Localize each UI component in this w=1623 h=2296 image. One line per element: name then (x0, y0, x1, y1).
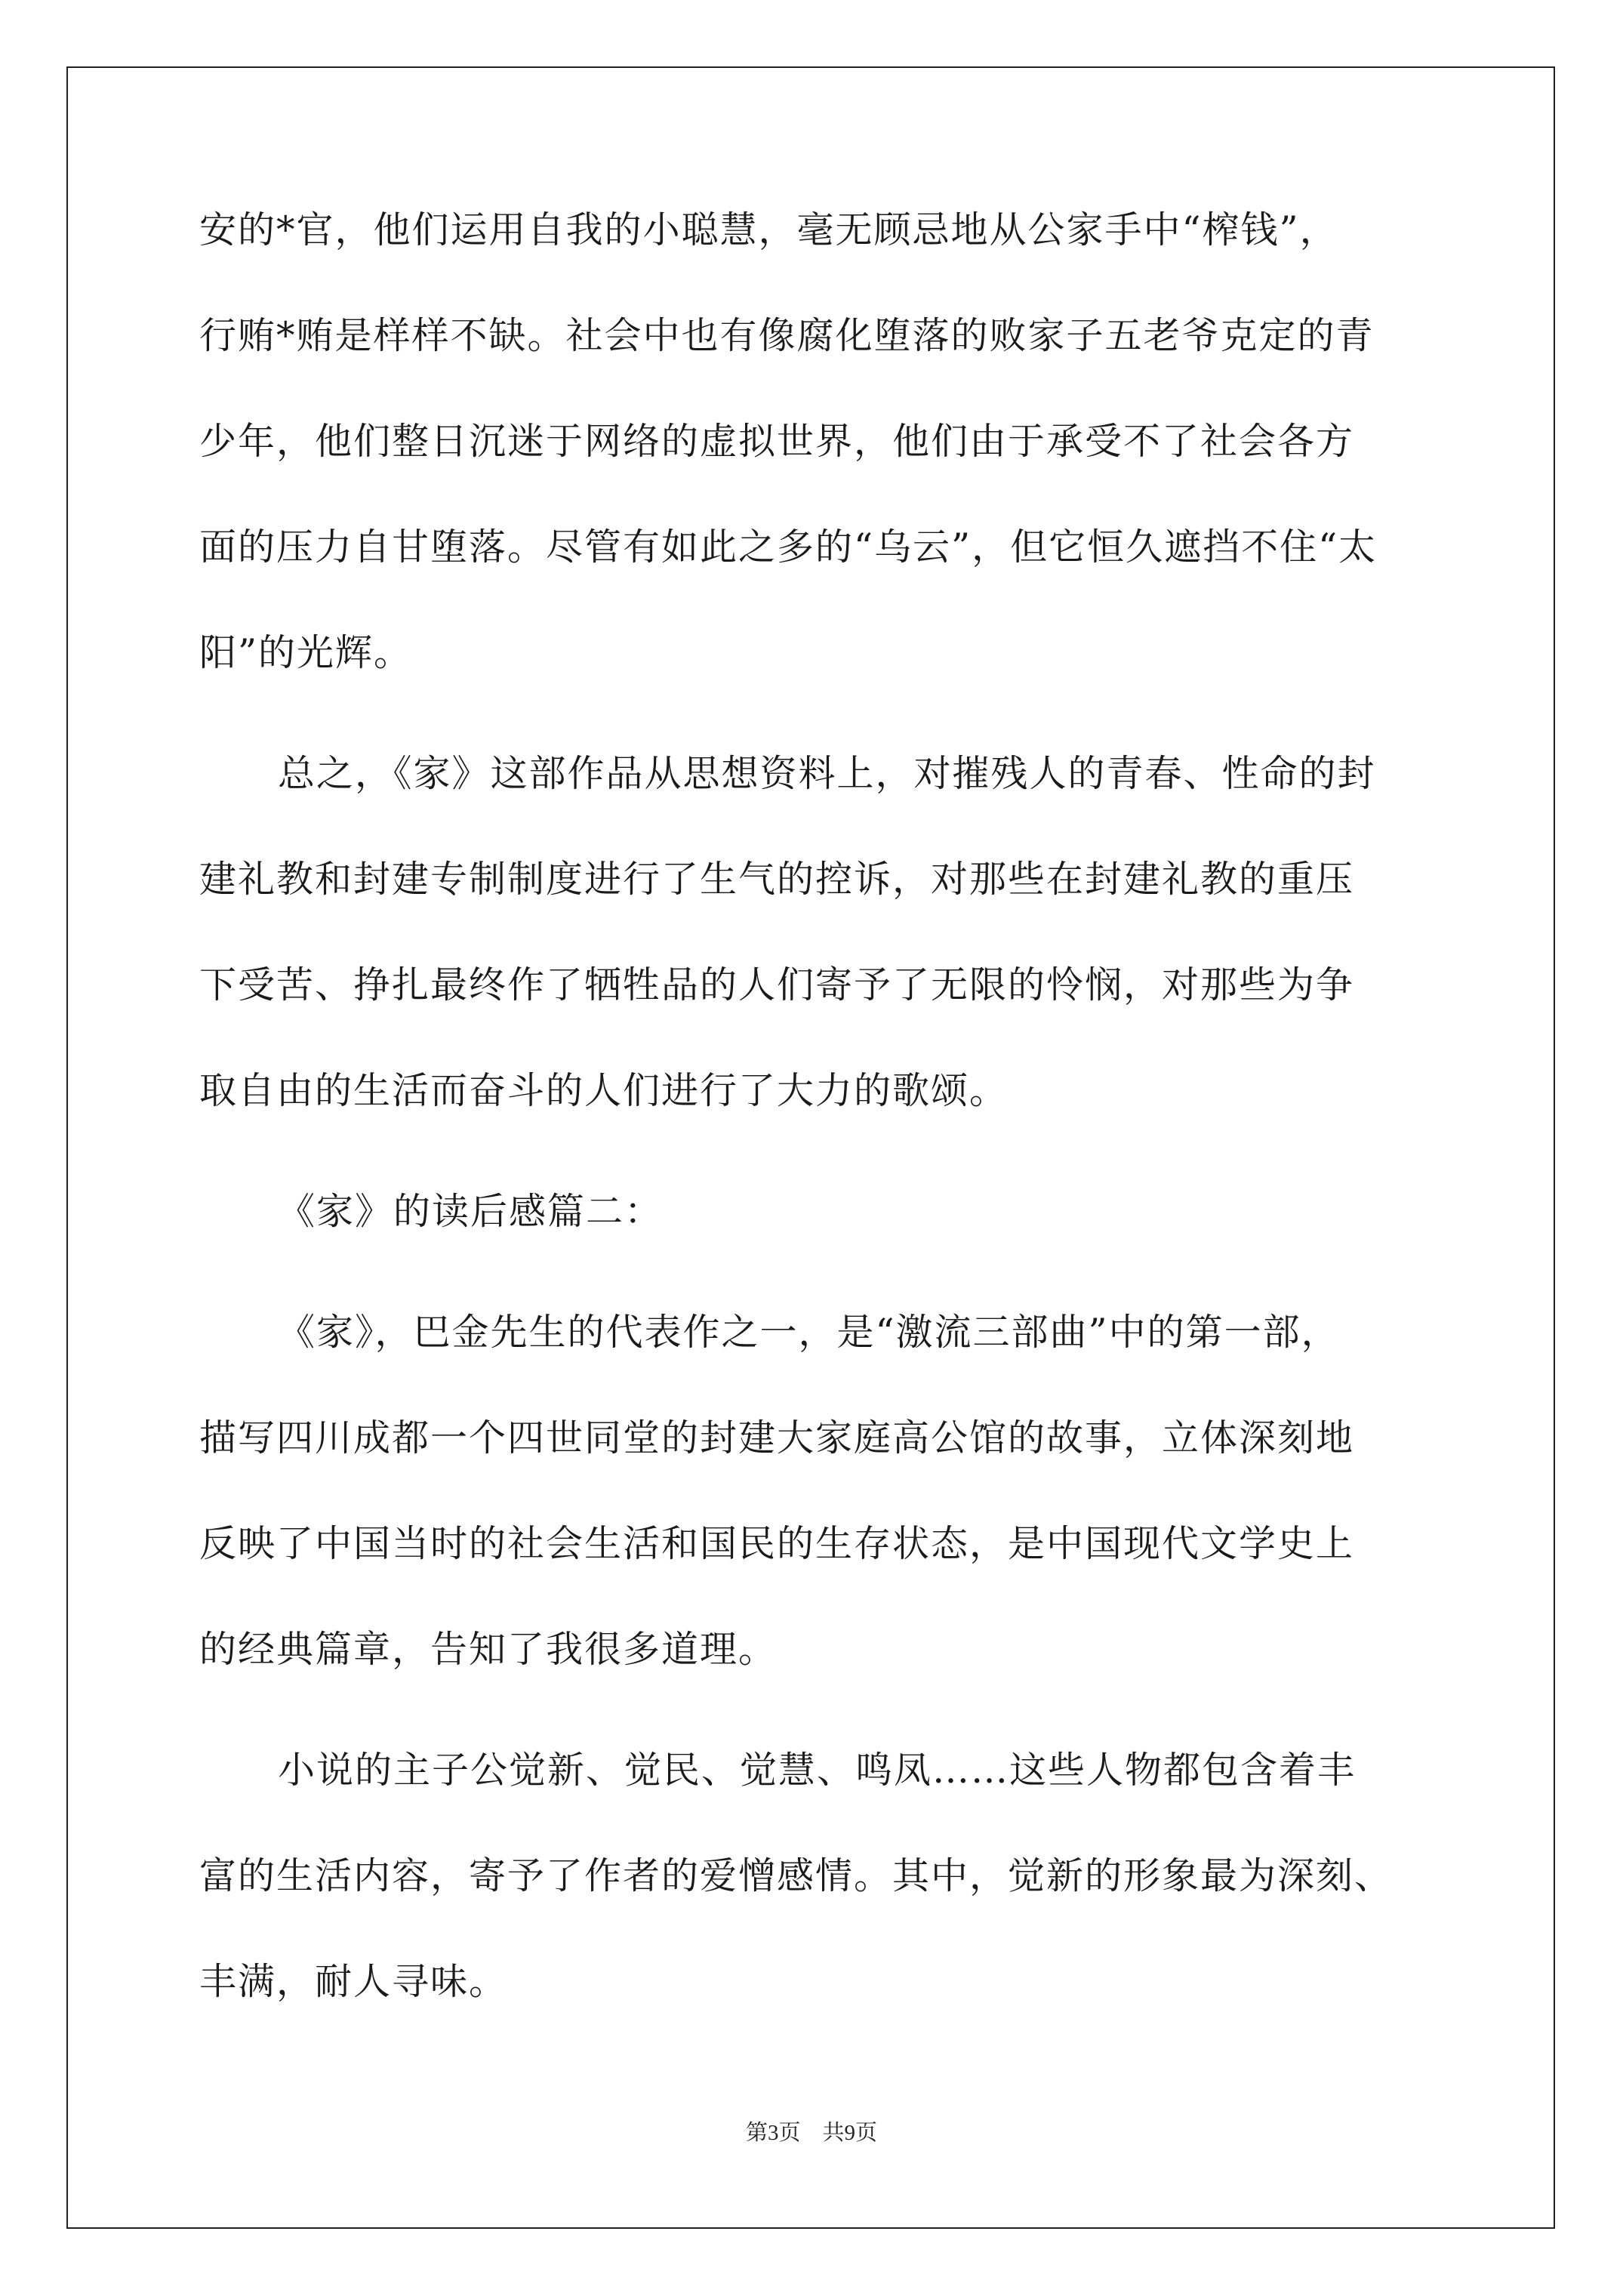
paragraph-line: 建礼教和封建专制制度进行了生气的控诉，对那些在封建礼教的重压 (199, 858, 1355, 901)
paragraph-line: 行贿*贿是样样不缺。社会中也有像腐化堕落的败家子五老爷克定的青 (199, 314, 1375, 357)
paragraph-line: 的经典篇章，告知了我很多道理。 (199, 1628, 778, 1671)
paragraph-line: 小说的主子公觉新、觉民、觉慧、鸣凤……这些人物都包含着丰 (278, 1749, 1357, 1792)
section-heading: 《家》的读后感篇二： (278, 1190, 664, 1233)
paragraph-line: 面的压力自甘堕落。尽管有如此之多的“乌云”，但它恒久遮挡不住“太 (199, 525, 1378, 569)
paragraph-line: 安的*官，他们运用自我的小聪慧，毫无顾忌地从公家手中“榨钱”， (199, 208, 1338, 251)
page-number-footer: 第3页 共9页 (745, 2121, 877, 2145)
paragraph-line: 取自由的生活而奋斗的人们进行了大力的歌颂。 (199, 1069, 1009, 1112)
paragraph-line: 富的生活内容，寄予了作者的爱憎感情。其中，觉新的形象最为深刻、 (199, 1854, 1394, 1897)
paragraph-line: 反映了中国当时的社会生活和国民的生存状态，是中国现代文学史上 (199, 1522, 1355, 1565)
paragraph-line: 《家》，巴金先生的代表作之一，是“激流三部曲”中的第一部， (278, 1311, 1340, 1354)
paragraph-line: 阳”的光辉。 (199, 631, 413, 674)
paragraph-line: 丰满，耐人寻味。 (199, 1960, 508, 2003)
paragraph-line: 描写四川成都一个四世同堂的封建大家庭高公馆的故事，立体深刻地 (199, 1416, 1355, 1459)
paragraph-line: 总之，《家》这部作品从思想资料上，对摧残人的青春、性命的封 (278, 752, 1376, 795)
paragraph-line: 下受苦、挣扎最终作了牺牲品的人们寄予了无限的怜悯，对那些为争 (199, 963, 1355, 1006)
page-border (66, 66, 1555, 2229)
paragraph-line: 少年，他们整日沉迷于网络的虚拟世界，他们由于承受不了社会各方 (199, 420, 1355, 463)
